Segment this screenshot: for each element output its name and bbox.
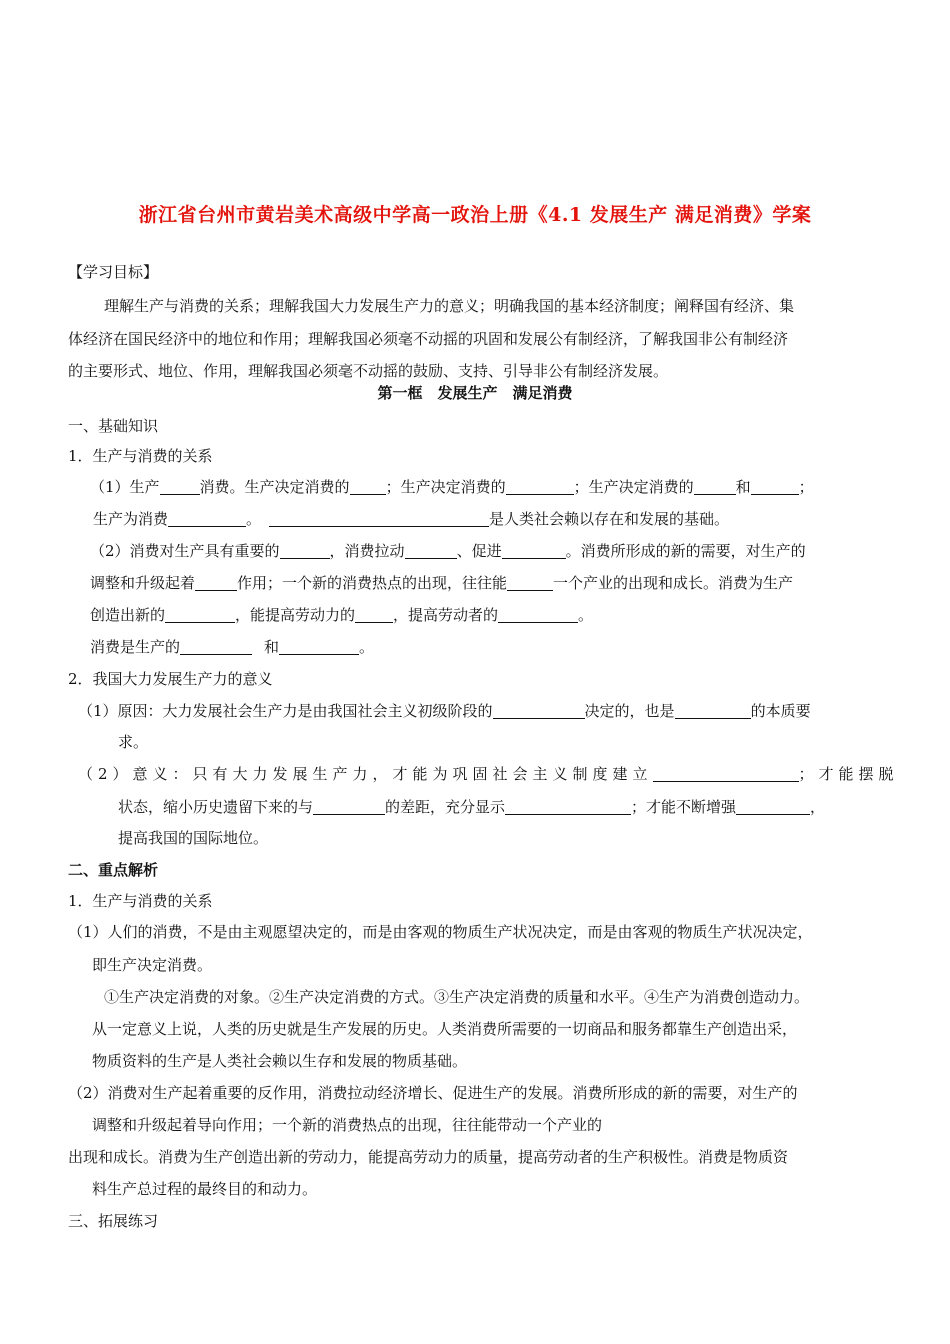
fill-blank[interactable]: [675, 703, 751, 719]
section1-item2-title: 2．我国大力发展生产力的意义: [68, 670, 273, 688]
fill-blank[interactable]: [502, 543, 566, 559]
fill-blank[interactable]: [736, 799, 810, 815]
objectives-heading: 【学习目标】: [68, 263, 159, 281]
section1-p2-line3: 创造出新的 ，能提高劳动力的 ，提高劳动者的 。: [90, 606, 594, 624]
section1-item2-p1-line2: 求。: [118, 733, 149, 751]
section1-item2-p1-line1: （1）原因：大力发展社会生产力是由我国社会主义初级阶段的 决定的，也是 的本质要: [78, 702, 811, 720]
fill-blank[interactable]: [195, 575, 237, 591]
section2-p1-line4: 从一定意义上说，人类的历史就是生产发展的历史。人类消费所需要的一切商品和服务都靠生产创造出采，: [92, 1020, 798, 1038]
section1-item2-p2-line3: 提高我国的国际地位。: [118, 829, 269, 847]
section2-p2-line4: 料生产总过程的最终目的和动力。: [92, 1180, 318, 1198]
section1-p1-line1: （1）生产 消费。生产决定消费的 ；生产决定消费的 ；生产决定消费的 和 ；: [90, 478, 814, 496]
section2-p2-line2: 调整和升级起着导向作用；一个新的消费热点的出现，往往能带动一个产业的: [92, 1116, 603, 1134]
fill-blank[interactable]: [313, 799, 385, 815]
fill-blank[interactable]: [180, 639, 252, 655]
section2-p1-line5: 物质资料的生产是人类社会赖以生存和发展的物质基础。: [92, 1052, 468, 1070]
section1-item2-p2-line2: 状态，缩小历史遗留下来的与 的差距，充分显示 ；才能不断增强 ，: [118, 798, 826, 816]
section1-p2-line1: （2）消费对生产具有重要的 ，消费拉动 、促进 。消费所形成的新的需要，对生产的: [90, 542, 806, 560]
fill-blank[interactable]: [165, 607, 235, 623]
section1-p1-line2: 生产为消费 。 是人类社会赖以存在和发展的基础。: [93, 510, 730, 528]
section2-p1-line3: ①生产决定消费的对象。②生产决定消费的方式。③生产决定消费的质量和水平。④生产为消费创造动力。: [104, 988, 810, 1006]
fill-blank[interactable]: [280, 543, 330, 559]
fill-blank[interactable]: [694, 479, 736, 495]
fill-blank[interactable]: [160, 479, 200, 495]
fill-blank[interactable]: [505, 799, 631, 815]
section2-heading: 二、重点解析: [68, 861, 159, 879]
fill-blank[interactable]: [168, 511, 246, 527]
objectives-line-3: 的主要形式、地位、作用，理解我国必须毫不动摇的鼓励、支持、引导非公有制经济发展。: [68, 362, 669, 380]
section1-p2-line4: 消费是生产的 和 。: [90, 638, 375, 656]
section2-item1-title: 1．生产与消费的关系: [68, 892, 213, 910]
section3-heading: 三、拓展练习: [68, 1212, 159, 1230]
objectives-line-2: 体经济在国民经济中的地位和作用；理解我国必须毫不动摇的巩固和发展公有制经济，了解我国非公有制经济: [68, 330, 789, 348]
section2-p1-line2: 即生产决定消费。: [92, 956, 213, 974]
fill-blank[interactable]: [279, 639, 359, 655]
section1-p2-line2: 调整和升级起着 作用；一个新的消费热点的出现，往往能 一个产业的出现和成长。消费为生产: [90, 574, 794, 592]
fill-blank[interactable]: [493, 703, 585, 719]
document-title: 浙江省台州市黄岩美术高级中学高一政治上册《4.1 发展生产 满足消费》学案: [138, 204, 812, 226]
section1-item1-title: 1．生产与消费的关系: [68, 447, 213, 465]
section1-item2-p2-line1: （2）意义：只有大力发展生产力，才能为巩固社会主义制度建立 ；才能摆脱: [78, 765, 899, 783]
fill-blank[interactable]: [355, 607, 393, 623]
section2-p1-line1: （1）人们的消费，不是由主观愿望决定的，而是由客观的物质生产状况决定，而是由客观的物质生产状况决定，: [68, 923, 813, 941]
fill-blank[interactable]: [269, 511, 489, 527]
fill-blank[interactable]: [507, 575, 553, 591]
fill-blank[interactable]: [506, 479, 574, 495]
fill-blank[interactable]: [653, 766, 799, 782]
fill-blank[interactable]: [498, 607, 578, 623]
section2-p2-line1: （2）消费对生产起着重要的反作用，消费拉动经济增长、促进生产的发展。消费所形成的新的需要，对生产的: [68, 1084, 798, 1102]
section2-p2-line3: 出现和成长。消费为生产创造出新的劳动力，能提高劳动力的质量，提高劳动者的生产积极性。消费是物质资: [68, 1148, 789, 1166]
frame-title: 第一框 发展生产 满足消费: [377, 384, 573, 402]
fill-blank[interactable]: [350, 479, 386, 495]
fill-blank[interactable]: [751, 479, 799, 495]
section1-heading: 一、基础知识: [68, 417, 159, 435]
objectives-line-1: 理解生产与消费的关系；理解我国大力发展生产力的意义；明确我国的基本经济制度；阐释国有经济、集: [104, 297, 795, 315]
fill-blank[interactable]: [405, 543, 457, 559]
